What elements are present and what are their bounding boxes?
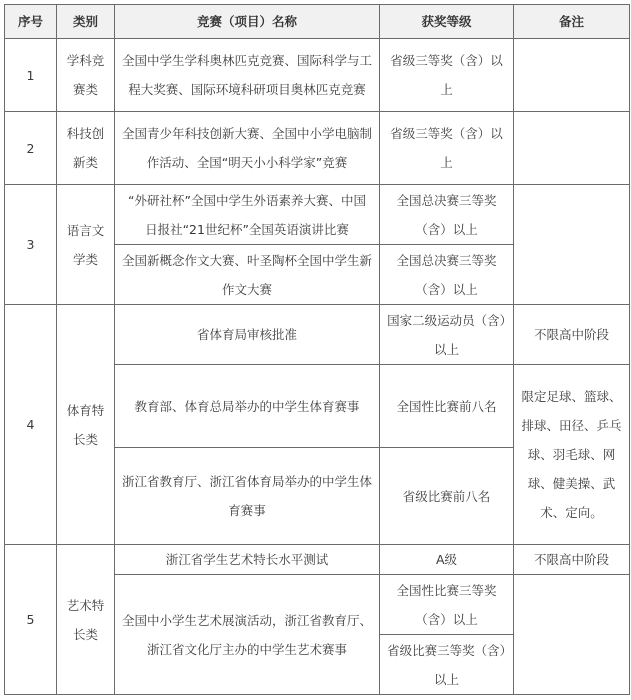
row-no: 1 xyxy=(5,39,57,112)
row-name: 全国中学生学科奥林匹克竞赛、国际科学与工程大奖赛、国际环境科研项目奥林匹克竞赛 xyxy=(115,39,380,112)
row-level: 省级比赛前八名 xyxy=(380,448,514,545)
row-name: 全国中小学生艺术展演活动，浙江省教育厅、浙江省文化厅主办的中学生艺术赛事 xyxy=(115,575,380,695)
row-name: 全国新概念作文大赛、叶圣陶杯全国中学生新作文大赛 xyxy=(115,245,380,305)
row-name: 教育部、体育总局举办的中学生体育赛事 xyxy=(115,365,380,448)
table-row xyxy=(5,112,630,185)
header-no: 序号 xyxy=(5,5,57,39)
header-name: 竞赛（项目）名称 xyxy=(115,5,380,39)
row-name: “外研社杯”全国中学生外语素养大赛、中国日报社“21世纪杯”全国英语演讲比赛 xyxy=(115,185,380,245)
row-note xyxy=(514,112,630,185)
row-category: 体育特长类 xyxy=(57,305,115,545)
table-row xyxy=(5,305,630,365)
row-category: 学科竞赛类 xyxy=(57,39,115,112)
row-name: 浙江省学生艺术特长水平测试 xyxy=(115,545,380,575)
row-no: 3 xyxy=(5,185,57,305)
table-row xyxy=(5,185,630,245)
row-name: 浙江省教育厅、浙江省体育局举办的中学生体育赛事 xyxy=(115,448,380,545)
row-note: 限定足球、篮球、排球、田径、乒乓球、羽毛球、网球、健美操、武术、定向。 xyxy=(514,365,630,545)
row-no: 5 xyxy=(5,545,57,695)
row-note xyxy=(514,39,630,112)
awards-table xyxy=(4,4,630,695)
row-no: 4 xyxy=(5,305,57,545)
row-level: 省级三等奖（含）以上 xyxy=(380,39,514,112)
row-name: 省体育局审核批准 xyxy=(115,305,380,365)
row-level: 省级比赛三等奖（含）以上 xyxy=(380,635,514,695)
table-row xyxy=(5,39,630,112)
table-header-row xyxy=(5,5,630,39)
row-level: A级 xyxy=(380,545,514,575)
row-category: 科技创新类 xyxy=(57,112,115,185)
row-note xyxy=(514,185,630,305)
row-level: 全国总决赛三等奖（含）以上 xyxy=(380,245,514,305)
row-name: 全国青少年科技创新大赛、全国中小学电脑制作活动、全国“明天小小科学家”竞赛 xyxy=(115,112,380,185)
row-level: 国家二级运动员（含）以上 xyxy=(380,305,514,365)
row-note xyxy=(514,575,630,695)
row-category: 艺术特长类 xyxy=(57,545,115,695)
row-no: 2 xyxy=(5,112,57,185)
row-level: 全国性比赛三等奖（含）以上 xyxy=(380,575,514,635)
row-category: 语言文学类 xyxy=(57,185,115,305)
header-level: 获奖等级 xyxy=(380,5,514,39)
header-category: 类别 xyxy=(57,5,115,39)
row-note: 不限高中阶段 xyxy=(514,305,630,365)
table-row xyxy=(5,545,630,575)
row-note: 不限高中阶段 xyxy=(514,545,630,575)
row-level: 全国性比赛前八名 xyxy=(380,365,514,448)
row-level: 全国总决赛三等奖（含）以上 xyxy=(380,185,514,245)
row-level: 省级三等奖（含）以上 xyxy=(380,112,514,185)
header-note: 备注 xyxy=(514,5,630,39)
